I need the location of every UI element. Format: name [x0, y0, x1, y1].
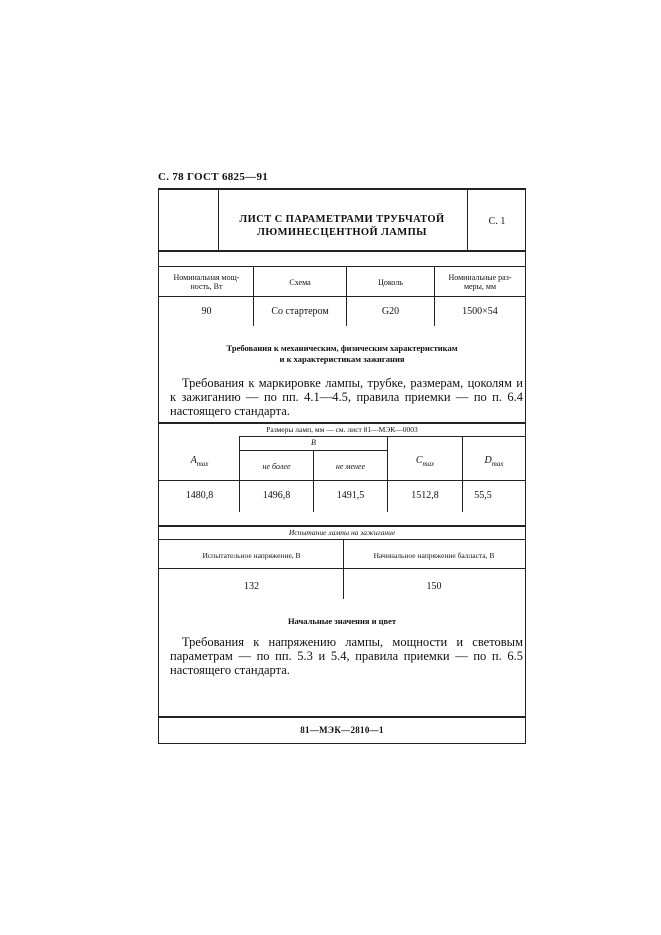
dims-col-div2 [313, 450, 314, 512]
ignition-header-rule [159, 568, 525, 569]
sheet-title [220, 213, 464, 239]
dims-header-d [463, 455, 525, 468]
lamp-table-header-rule [159, 296, 525, 297]
dims-value-b-min: 1491,5 [336, 490, 365, 501]
sheet-number: С. 1 [488, 216, 506, 227]
section-initial-paragraph: Требования к напряжению лампы, мощности и световым параметрам — по пп. 5.3 и 5.4, правила приемки — по п. 6.5 настоящего стандарта. [170, 635, 523, 677]
dims-caption-rule [239, 436, 525, 437]
footer-rule [159, 716, 525, 718]
title-divider-left [218, 189, 219, 251]
section-mech-heading-line1: Требования к механическим, физическим характеристикам [226, 343, 458, 353]
section-mech-heading [160, 343, 524, 365]
lamp-value-base: G20 [381, 306, 400, 317]
lamp-header-base: Цоколь [378, 278, 403, 287]
dims-table-top [159, 422, 525, 424]
dims-caption: Размеры ламп, мм — см. лист 81—МЭК—0003 [266, 425, 418, 434]
dims-header-a [160, 455, 239, 468]
section-mech-paragraph: Требования к маркировке лампы, трубке, размерам, цоколям и к зажиганию — по пп. 4.1—4.5, правила приемки — по п. 6.4 настоящего стандарта. [170, 376, 523, 418]
dims-header-b-min: не менее [335, 462, 366, 471]
lamp-header-scheme: Схема [289, 278, 311, 287]
ignition-header-ballast-voltage: Начинальное напряжение балласта, В [373, 551, 495, 560]
ignition-value-test-voltage: 132 [244, 581, 259, 592]
ignition-table-top [159, 525, 525, 527]
dims-value-d: 55,5 [474, 490, 492, 501]
sheet-title-line2: ЛЮМИНЕСЦЕНТНОЙ ЛАМПЫ [257, 227, 427, 238]
lamp-col-div2 [346, 266, 347, 326]
section-mech-heading-line2: и к характеристикам зажигания [279, 354, 405, 364]
ignition-caption: Испытание лампы на зажигание [288, 528, 396, 537]
dims-header-d-label: D [484, 455, 492, 466]
dims-header-b-max: не более [262, 462, 291, 471]
dims-value-b-max: 1496,8 [262, 490, 291, 501]
lamp-header-dimensions: Номинальные раз- меры, мм [448, 273, 512, 291]
sheet-title-line1: ЛИСТ С ПАРАМЕТРАМИ ТРУБЧАТОЙ [239, 214, 445, 225]
ignition-value-ballast-voltage: 150 [426, 581, 442, 592]
section-initial-heading: Начальные значения и цвет [287, 616, 397, 626]
ignition-header-test-voltage: Испытательное напряжение, В [202, 551, 301, 560]
lamp-value-dimensions: 1500×54 [462, 306, 498, 317]
dims-header-rule [159, 480, 525, 481]
lamp-table-top [159, 266, 525, 267]
dims-header-a-label: A [190, 455, 197, 466]
dims-header-d-sub: max [491, 460, 504, 468]
dims-header-c [388, 455, 462, 468]
lamp-value-power: 90 [201, 306, 212, 317]
dims-value-a: 1480,8 [185, 490, 214, 501]
dims-header-b: B [311, 438, 316, 447]
dims-header-c-sub: max [422, 460, 435, 468]
lamp-col-div1 [253, 266, 254, 326]
ignition-caption-rule [159, 539, 525, 540]
lamp-value-scheme: Со стартером [271, 306, 329, 317]
lamp-header-power: Номинальная мощ- ность, Вт [173, 273, 240, 291]
dims-header-a-sub: max [196, 460, 209, 468]
dims-header-c-label: C [415, 455, 423, 466]
sheet-footer: 81—МЭК—2810—1 [300, 725, 384, 735]
page-header: С. 78 ГОСТ 6825—91 [158, 171, 269, 183]
title-bottom-rule [159, 250, 525, 252]
dims-value-c: 1512,8 [411, 490, 439, 501]
